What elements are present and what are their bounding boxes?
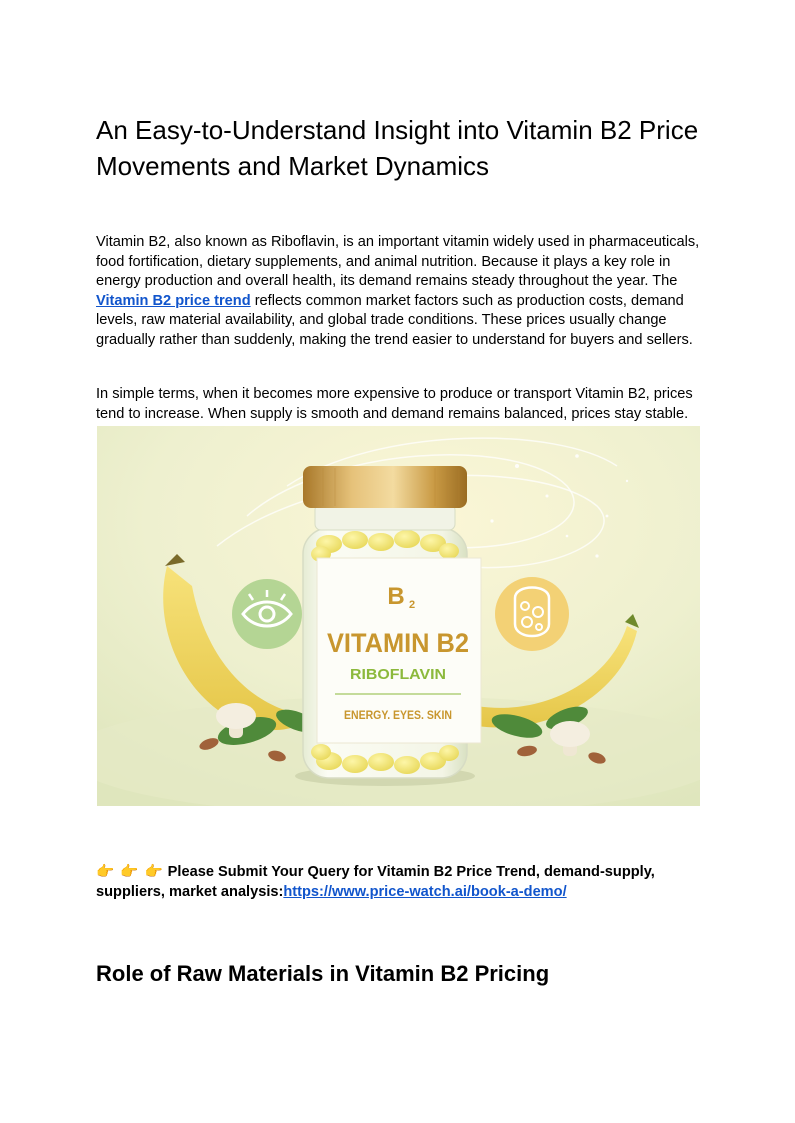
summary-paragraph: In simple terms, when it becomes more expensive to produce or transport Vitamin B2, prices tend to increase. When supply is smooth and demand remains balanced, prices stay stable. — [96, 386, 693, 422]
skin-cells-icon — [495, 577, 569, 651]
intro-text-end: reflects common market factors such as production costs, demand levels, raw material availability, and global trade conditions. These prices usually change gradually rather than suddenly, making the trend easier to understand for buyers and sellers. — [96, 292, 693, 348]
intro-paragraph — [96, 233, 706, 351]
eye-icon — [232, 579, 302, 649]
page-title: An Easy-to-Understand Insight into Vitamin B2 Price Movements and Market Dynamics — [96, 115, 699, 181]
label-title: VITAMIN B2 — [327, 628, 469, 658]
intro-text-start: Vitamin B2, also known as Riboflavin, is an important vitamin widely used in pharmaceuticals, food fortification, dietary supplements, and animal nutrition. Because it plays a key role in energy production and overall health, its demand remains steady throughout the year. The — [96, 234, 700, 290]
pointing-hands-icon: 👉 👉 👉 — [96, 864, 164, 880]
label-tagline: ENERGY. EYES. SKIN — [344, 710, 452, 722]
section-heading: Role of Raw Materials in Vitamin B2 Pricing — [96, 961, 550, 986]
price-trend-link[interactable]: Vitamin B2 price trend — [96, 292, 251, 309]
label-logo: B — [387, 583, 405, 610]
query-call-to-action — [96, 862, 706, 902]
book-demo-link[interactable]: https://www.price-watch.ai/book-a-demo/ — [283, 884, 567, 900]
label-logo-sub: 2 — [409, 599, 416, 611]
product-image — [97, 426, 700, 806]
label-subtitle: RIBOFLAVIN — [350, 666, 446, 683]
cta-text: Please Submit Your Query for Vitamin B2 Price Trend, demand-supply, suppliers, market analysis: — [96, 864, 655, 900]
vitamin-bottle — [303, 466, 481, 778]
